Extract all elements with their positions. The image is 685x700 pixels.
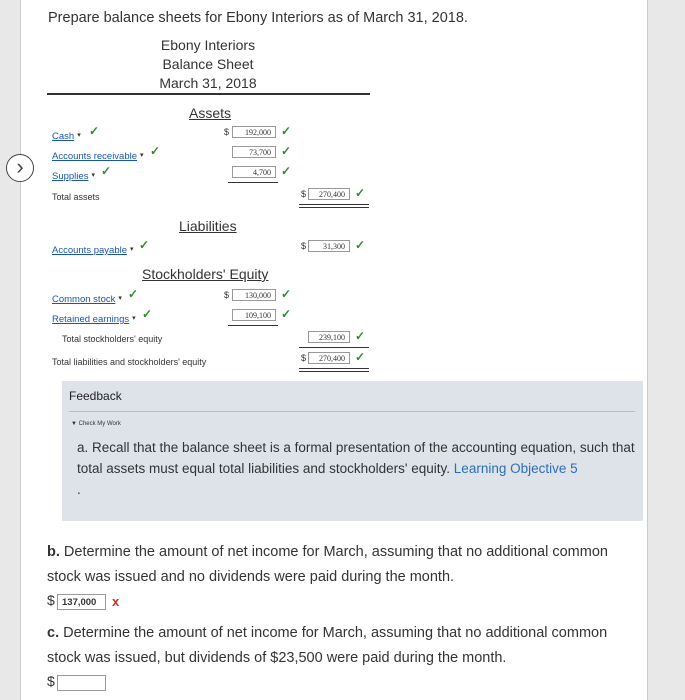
- question-c: [47, 621, 627, 671]
- question-b-letter: b.: [47, 544, 60, 560]
- learning-objective-link[interactable]: Learning Objective 5: [453, 461, 578, 476]
- cash-account-label: Cash: [52, 131, 75, 142]
- feedback-divider: [69, 411, 635, 412]
- common-stock-amount-input[interactable]: 130,000: [232, 289, 276, 301]
- supplies-account-label: Supplies: [52, 171, 89, 182]
- check-my-work-toggle[interactable]: ▼ Check My Work: [71, 421, 121, 427]
- feedback-text: [77, 437, 637, 500]
- total-double-underline: [299, 371, 369, 372]
- dollar-sign: $: [224, 290, 230, 300]
- dollar-sign: $: [47, 592, 55, 608]
- check-icon: ✓: [281, 307, 292, 321]
- question-b: [47, 540, 627, 590]
- dollar-sign: $: [47, 673, 55, 689]
- total-equity-input[interactable]: 239,100: [308, 331, 350, 343]
- chevron-down-icon: ▾: [130, 245, 134, 253]
- total-double-underline: [299, 204, 369, 205]
- chevron-down-icon: ▾: [77, 131, 81, 139]
- incorrect-icon: x: [112, 594, 120, 609]
- dollar-sign: $: [301, 241, 307, 251]
- equity-heading: Stockholders' Equity: [142, 266, 269, 282]
- total-liabilities-equity-input[interactable]: 270,400: [308, 352, 350, 364]
- subtotal-underline: [299, 347, 369, 348]
- liabilities-heading: Liabilities: [179, 218, 237, 234]
- cash-account-select[interactable]: [52, 126, 81, 144]
- check-icon: ✓: [355, 350, 366, 364]
- check-icon: ✓: [139, 238, 150, 252]
- check-icon: ✓: [355, 238, 366, 252]
- feedback-panel: [62, 381, 643, 521]
- chevron-down-icon: ▾: [132, 314, 136, 322]
- check-icon: ✓: [281, 164, 292, 178]
- feedback-body: a. Recall that the balance sheet is a formal presentation of the accounting equation, such that total assets must equal total liabilities and stockholders' equity.: [77, 440, 635, 476]
- check-icon: ✓: [281, 124, 292, 138]
- company-name: Ebony Interiors: [160, 37, 256, 53]
- feedback-title: Feedback: [69, 389, 122, 403]
- total-equity-label: Total stockholders' equity: [62, 334, 163, 344]
- subtotal-underline: [228, 182, 278, 183]
- feedback-trailing: .: [77, 482, 81, 497]
- chevron-right-icon: ›: [16, 153, 24, 179]
- retained-earnings-select[interactable]: [52, 309, 136, 327]
- cash-amount-input[interactable]: 192,000: [232, 126, 276, 138]
- supplies-amount-input[interactable]: 4,700: [232, 166, 276, 178]
- check-icon: ✓: [355, 186, 366, 200]
- check-icon: ✓: [281, 287, 292, 301]
- assets-heading: Assets: [189, 105, 232, 121]
- retained-earnings-label: Retained earnings: [52, 314, 130, 325]
- common-stock-label: Common stock: [52, 294, 116, 305]
- statement-name: Balance Sheet: [162, 56, 254, 72]
- check-icon: ✓: [281, 144, 292, 158]
- accounts-receivable-label: Accounts receivable: [52, 151, 138, 162]
- total-assets-input[interactable]: 270,400: [308, 188, 350, 200]
- accounts-payable-label: Accounts payable: [52, 245, 127, 256]
- question-b-text: Determine the amount of net income for March, assuming that no additional common stock was issued and no dividends were paid during the month.: [47, 544, 608, 585]
- net-income-b-input[interactable]: 137,000: [57, 594, 106, 610]
- check-icon: ✓: [89, 124, 100, 138]
- total-assets-label: Total assets: [52, 192, 100, 202]
- check-icon: ✓: [128, 287, 139, 301]
- total-double-underline: [299, 368, 369, 369]
- header-rule: [47, 93, 370, 95]
- chevron-down-icon: ▾: [140, 151, 144, 159]
- retained-earnings-amount-input[interactable]: 109,100: [232, 309, 276, 321]
- chevron-down-icon: ▾: [118, 294, 122, 302]
- accounts-payable-select[interactable]: [52, 240, 134, 258]
- total-liabilities-equity-label: Total liabilities and stockholders' equity: [52, 357, 207, 367]
- chevron-down-icon: ▾: [91, 171, 95, 179]
- problem-title: Prepare balance sheets for Ebony Interiors as of March 31, 2018.: [48, 10, 468, 26]
- check-icon: ✓: [355, 329, 366, 343]
- accounts-payable-amount-input[interactable]: 31,300: [308, 240, 350, 252]
- net-income-c-input[interactable]: [57, 675, 106, 691]
- next-arrow-button[interactable]: [6, 154, 34, 182]
- check-icon: ✓: [150, 144, 161, 158]
- question-c-text: Determine the amount of net income for March, assuming that no additional common stock was issued, but dividends of $23,500 were paid during the month.: [47, 625, 608, 666]
- dollar-sign: $: [301, 189, 307, 199]
- supplies-account-select[interactable]: [52, 166, 95, 184]
- subtotal-underline: [228, 325, 278, 326]
- dollar-sign: $: [224, 127, 230, 137]
- total-double-underline: [299, 207, 369, 208]
- dollar-sign: $: [301, 353, 307, 363]
- statement-date: March 31, 2018: [159, 75, 257, 91]
- check-icon: ✓: [142, 307, 153, 321]
- accounts-receivable-amount-input[interactable]: 73,700: [232, 146, 276, 158]
- question-c-letter: c.: [47, 625, 60, 641]
- check-icon: ✓: [101, 164, 112, 178]
- content-page: [20, 0, 648, 700]
- common-stock-select[interactable]: [52, 289, 122, 307]
- accounts-receivable-select[interactable]: [52, 146, 144, 164]
